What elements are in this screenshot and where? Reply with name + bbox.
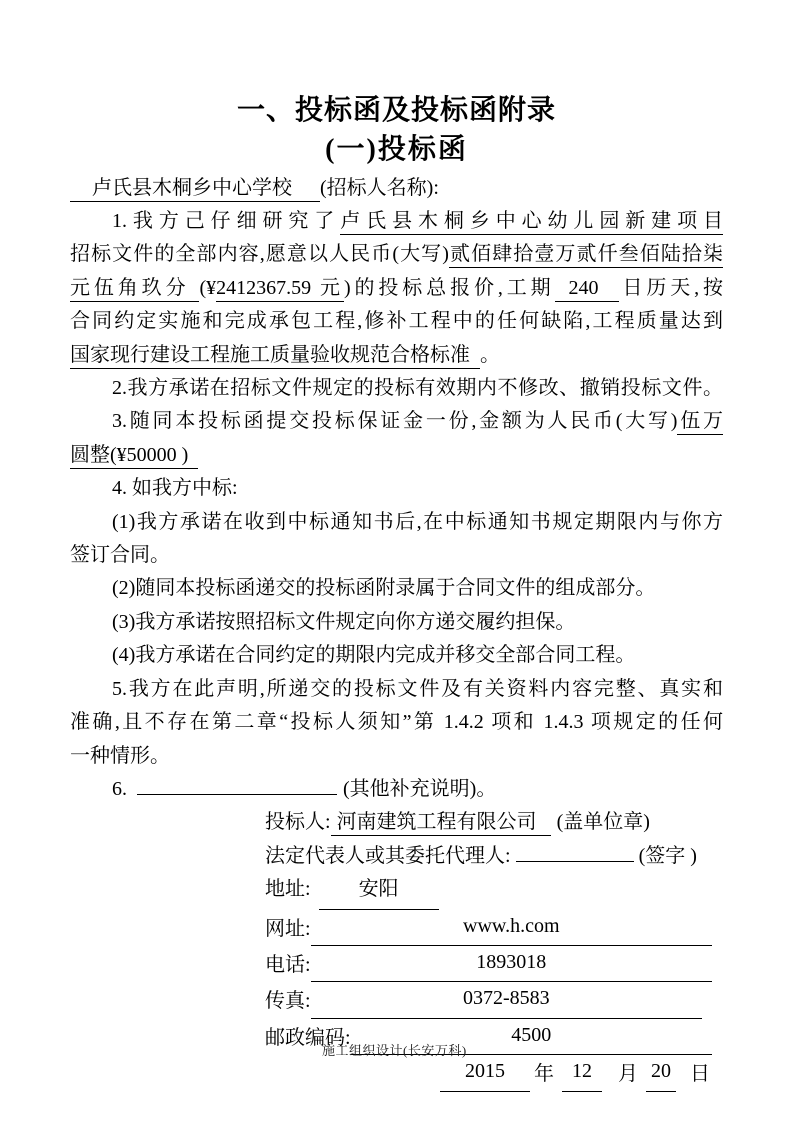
website-label: 网址: [265, 917, 311, 940]
clause-1-line-2 [70, 238, 723, 271]
representative-blank-fill [516, 840, 634, 862]
bond-amount-figures-fill: 圆整(¥50000 ) [70, 444, 198, 469]
fax-label: 传真: [265, 990, 311, 1013]
fax-value-fill: 0372-8583 [311, 982, 702, 1018]
duration-days-fill: 240 [555, 277, 619, 302]
bidder-line [265, 806, 723, 839]
date-day-label: 日 [690, 1063, 710, 1086]
bid-amount-words-fill: 贰佰肆拾壹万贰仟叁佰陆拾柒 [449, 243, 723, 268]
clause-1-text: )的投标总报价,工期 [343, 276, 555, 299]
supplementary-blank-fill [137, 773, 337, 795]
clause-3-line-1 [70, 405, 723, 438]
clause-3-line-2 [70, 439, 723, 472]
phone-label: 电话: [265, 953, 311, 976]
document-subtitle: (一)投标函 [325, 134, 468, 165]
document-title: 一、投标函及投标函附录 [236, 95, 556, 126]
clause-1-text: (¥ [199, 276, 217, 299]
date-month-label: 月 [618, 1063, 638, 1086]
postcode-value-fill: 4500 [351, 1019, 712, 1055]
clause-4-heading: 4. 如我方中标: [112, 477, 238, 500]
address-value-fill: 安阳 [319, 873, 439, 909]
clause-4-item-2: (2)随同本投标函递交的投标函附录属于合同文件的组成部分。 [112, 577, 656, 600]
addressee-name-fill: 卢氏县木桐乡中心学校 [70, 177, 320, 202]
clause-1-text: 日历天,按 [618, 276, 724, 299]
date-month-fill: 12 [562, 1055, 602, 1091]
address-line [265, 873, 723, 909]
clause-5-line-1: 5.我方在此声明,所递交的投标文件及有关资料内容完整、真实和 [112, 677, 723, 700]
clause-1-line-4: 合同约定实施和完成承包工程,修补工程中的任何缺陷,工程质量达到 [70, 310, 723, 333]
clause-4-item-1-line-1: (1)我方承诺在收到中标通知书后,在中标通知书规定期限内与你方 [112, 510, 723, 533]
fax-line [265, 982, 702, 1018]
date-year-label: 年 [534, 1063, 554, 1086]
date-year-fill: 2015 [440, 1055, 530, 1091]
date-day-fill: 20 [646, 1055, 676, 1091]
quality-standard-fill: 国家现行建设工程施工质量验收规范合格标准 [70, 344, 480, 369]
website-line [265, 910, 712, 946]
clause-3-text: 3.随同本投标函提交投标保证金一份,金额为人民币(大写) [112, 410, 678, 433]
bid-amount-words-fill: 元伍角玖分 [70, 277, 199, 302]
bond-amount-words-fill: 伍万 [677, 410, 723, 435]
representative-sign-note: (签字 ) [638, 844, 697, 867]
clause-4-item-4: (4)我方承诺在合同约定的期限内完成并移交全部合同工程。 [112, 644, 636, 667]
postcode-label: 邮政编码: [265, 1026, 351, 1049]
website-value-fill: www.h.com [311, 910, 712, 946]
clause-1-text: 。 [480, 343, 500, 366]
bidder-name-fill: 河南建筑工程有限公司 [331, 811, 551, 836]
clause-1-text: 1.我方己仔细研究了 [112, 210, 341, 232]
representative-line [265, 840, 723, 873]
clause-5-line-3: 一种情形。 [70, 744, 170, 767]
clause-6-line [70, 773, 723, 806]
clause-6-number: 6. [112, 777, 127, 800]
date-line [70, 1055, 723, 1091]
signature-block [265, 806, 723, 1055]
page-footer: 施工组织设计(长安万科) [322, 1043, 467, 1058]
address-label: 地址: [265, 878, 311, 901]
clause-4-item-1-line-2: 签订合同。 [70, 544, 170, 567]
clause-4-item-3: (3)我方承诺按照招标文件规定向你方递交履约担保。 [112, 610, 576, 633]
clause-1-line-3 [70, 272, 723, 305]
clause-1-line-5 [70, 339, 723, 372]
clause-2-line: 2.我方承诺在招标文件规定的投标有效期内不修改、撤销投标文件。 [112, 377, 723, 400]
addressee-label: (招标人名称): [320, 177, 439, 199]
clause-5-line-2: 准确,且不存在第二章“投标人须知”第 1.4.2 项和 1.4.3 项规定的任何 [70, 711, 723, 734]
project-name-fill: 卢氏县木桐乡中心幼儿园新建项目 [340, 210, 723, 235]
phone-line [265, 946, 712, 982]
bid-amount-figures-fill: 2412367.59 元 [216, 277, 344, 302]
clause-1-text: 招标文件的全部内容,愿意以人民币(大写) [70, 243, 449, 266]
representative-label: 法定代表人或其委托代理人: [265, 844, 511, 867]
addressee-line [70, 171, 723, 205]
clause-1-line-1 [70, 205, 723, 238]
clause-6-suffix: (其他补充说明)。 [343, 777, 497, 800]
bidder-seal-note: (盖单位章) [556, 811, 650, 834]
phone-value-fill: 1893018 [311, 946, 712, 982]
bidder-label: 投标人: [265, 811, 331, 834]
